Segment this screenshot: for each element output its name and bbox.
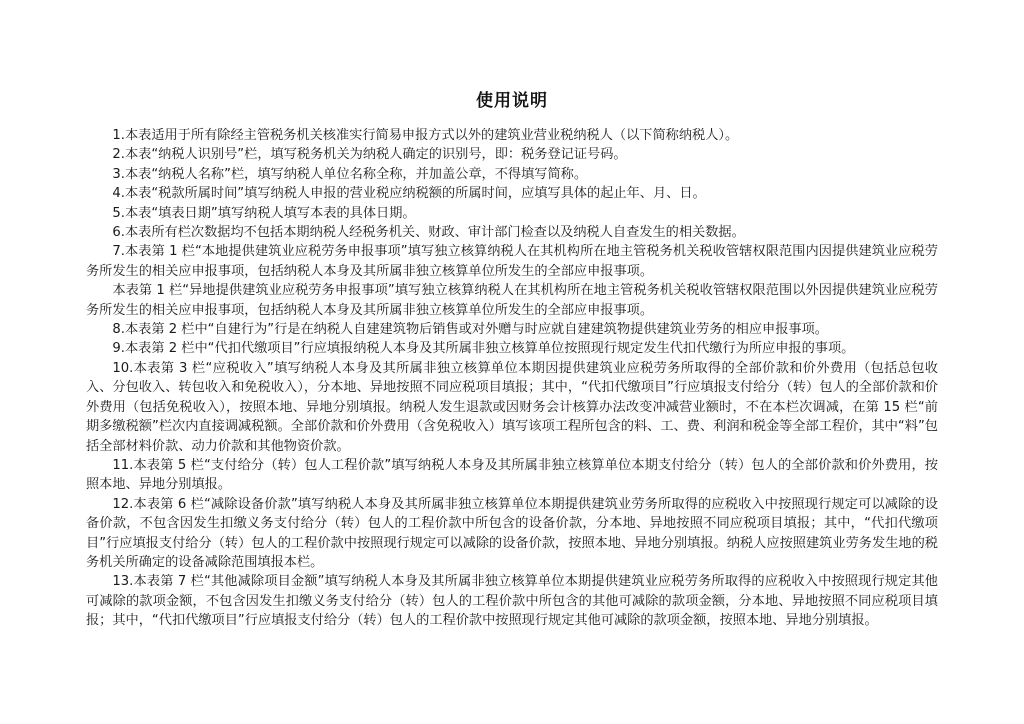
- paragraph-7: 7.本表第 1 栏“本地提供建筑业应税劳务申报事项”填写独立核算纳税人在其机构所在地主管税务机关税收管辖权限范围内因提供建筑业应税劳务所发生的相关应申报事项，包括纳税人本身及其所属非独立核算单位所发生的全部应申报事项。: [86, 244, 938, 279]
- paragraph-7b: 本表第 1 栏“异地提供建筑业应税劳务申报事项”填写独立核算纳税人在其机构所在地主管税务机关税收管辖权限范围以外因提供建筑业应税劳务所发生的相关应申报事项，包括纳税人本身及其所属非独立核算单位所发生的全部应申报事项。: [86, 283, 938, 318]
- paragraph-6: 6.本表所有栏次数据均不包括本期纳税人经税务机关、财政、审计部门检查以及纳税人自查发生的相关数据。: [112, 225, 745, 241]
- paragraph-11: 11.本表第 5 栏“支付给分（转）包人工程价款”填写纳税人本身及其所属非独立核算单位本期支付给分（转）包人的全部价款和价外费用，按照本地、异地分别填报。: [86, 457, 938, 493]
- paragraph-12: 12.本表第 6 栏“减除设备价款”填写纳税人本身及其所属非独立核算单位本期提供建筑业劳务所取得的应税收入中按照现行规定可以减除的设备价款，不包含因发生扣缴义务支付给分（转）包人的工程价款中所包含的设备价款，分本地、异地按照不同应税项目填报；其中，“代扣代缴项目”行应填报支付给分（转）包人的工程价款中按照现行规定可以减除的设备价款，按照本地、异地分别填报。纳税人应按照建筑业劳务发生地的税务机关所确定的设备减除范围填报本栏。: [86, 496, 938, 570]
- paragraph-2: 2.本表“纳税人识别号”栏，填写税务机关为纳税人确定的识别号，即：税务登记证号码。: [112, 147, 627, 163]
- paragraph-1: 1.本表适用于所有除经主管税务机关核准实行简易申报方式以外的建筑业营业税纳税人（以下简称纳税人）。: [112, 128, 739, 143]
- paragraph-5: 5.本表“填表日期”填写纳税人填写本表的具体日期。: [112, 205, 416, 221]
- paragraph-9: 9.本表第 2 栏中“代扣代缴项目”行应填报纳税人本身及其所属非独立核算单位按照现行规定发生代扣代缴行为所应申报的事项。: [112, 341, 855, 357]
- paragraph-8: 8.本表第 2 栏中“自建行为”行是在纳税人自建建筑物后销售或对外赠与时应就自建建筑物提供建筑业劳务的相应申报事项。: [112, 322, 828, 338]
- document-title: 使用说明: [476, 91, 548, 111]
- paragraph-4: 4.本表“税款所属时间”填写纳税人申报的营业税应纳税额的所属时间，应填写具体的起止年、月、日。: [112, 186, 706, 202]
- paragraph-3: 3.本表“纳税人名称”栏，填写纳税人单位名称全称，并加盖公章，不得填写简称。: [112, 166, 588, 182]
- document-body: [86, 126, 938, 631]
- paragraph-13: 13.本表第 7 栏“其他减除项目金额”填写纳税人本身及其所属非独立核算单位本期提供建筑业应税劳务所取得的应税收入中按照现行规定其他可减除的款项金额，不包含因发生扣缴义务支付给分（转）包人的工程价款中所包含的其他可减除的款项金额，分本地、异地按照不同应税项目填报；其中，“代扣代缴项目”行应填报支付给分（转）包人的工程价款中按照现行规定其他可减除的款项金额，按照本地、异地分别填报。: [86, 574, 938, 629]
- paragraph-10: 10.本表第 3 栏“应税收入”填写纳税人本身及其所属非独立核算单位本期因提供建筑业应税劳务所取得的全部价款和价外费用（包括总包收入、分包收入、转包收入和免税收入），分本地、异地按照不同应税项目填报；其中，“代扣代缴项目”行应填报支付给分（转）包人的全部价款和价外费用（包括免税收入），按照本地、异地分别填报。纳税人发生退款或因财务会计核算办法改变冲减营业额时，不在本栏次调减，在第 15 栏“前期多缴税额”栏次内直接调减税额。全部价款和价外费用（含免税收入）填写该项工程所包含的料、工、费、利润和税金等全部工程价，其中“料”包括全部材料价款、动力价款和其他物资价款。: [86, 360, 938, 454]
